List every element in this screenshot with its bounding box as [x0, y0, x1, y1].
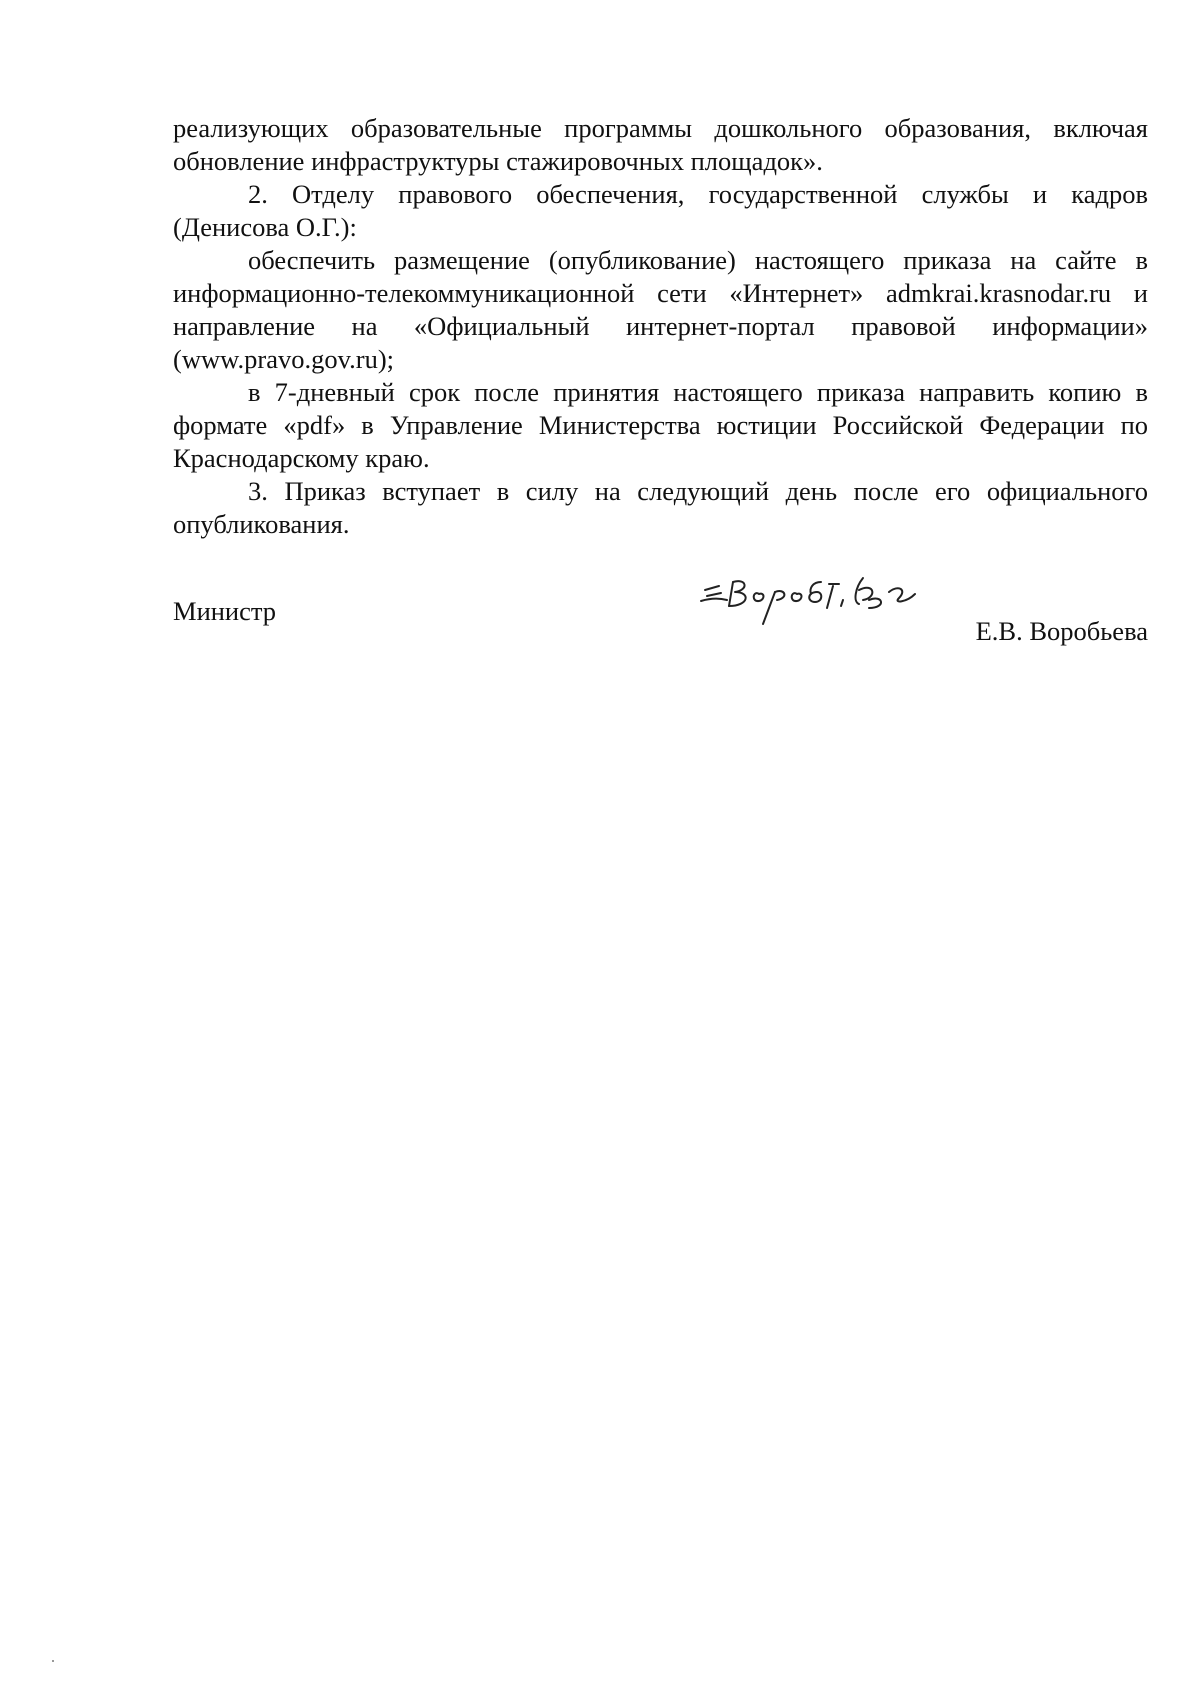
signature-block	[173, 588, 1148, 658]
signatory-name: Е.В. Воробьева	[975, 616, 1148, 646]
paragraph-item-3: 3. Приказ вступает в силу на следующий день после его официального опубликования.	[173, 476, 1148, 539]
handwritten-signature	[693, 568, 943, 628]
paragraph-item-2: 2. Отделу правового обеспечения, государственной службы и кадров (Денисова О.Г.):	[173, 179, 1148, 242]
document-body	[173, 112, 1148, 541]
scan-speck	[52, 1660, 54, 1662]
paragraph-copy-submission: в 7-дневный срок после принятия настоящего приказа направить копию в формате «pdf» в Управление Министерства юстиции Российской Федерации по Краснодарскому краю.	[173, 377, 1148, 473]
signatory-title: Министр	[173, 596, 277, 626]
paragraph-continuation: реализующих образовательные программы дошкольного образования, включая обновление инфраструктуры стажировочных площадок».	[173, 113, 1148, 176]
paragraph-publication: обеспечить размещение (опубликование) настоящего приказа на сайте в информационно-телекоммуникационной сети «Интернет» admkrai.krasnodar.ru и направление на «Официальный интернет-портал правовой информации» (www.pravo.gov.ru);	[173, 245, 1148, 374]
